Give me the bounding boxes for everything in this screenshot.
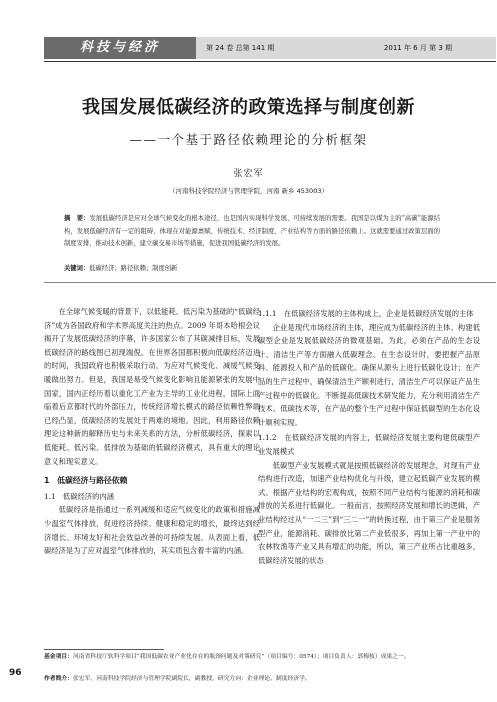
keywords-text: 低碳经济；路径依赖；制度创新 bbox=[89, 265, 178, 272]
fund-footnote bbox=[44, 652, 480, 663]
abstract-text: 发展低碳经济是应对全球气候变化的根本途径，也是国内实现科学发展、可持续发展的需要。我国是以煤为主的“高碳”能源结构，发展低碳经济有一定的阻碍，体现在对能源禀赋、传统技术、经济制度、产业结构等方面的路径依赖上。这就需要通过政策层面的制度安排，推动技术创新，建立碳交易市场等措施，促进我国低碳经济的发展。 bbox=[64, 215, 440, 247]
footnote-rule bbox=[44, 649, 164, 650]
body-paragraph: 低碳经济是指通过一系列减缓和适应气候变化的政策和措施减少温室气体排放，促进经济持续、健康和稳定的增长，最终达到经济增长、环境友好和社会效益改善的可持续发展。从表面上看，低碳经济是为了应对温室气体排放的，其实质包含着丰富的内涵。 bbox=[44, 505, 260, 556]
volume-issue: 第 24 卷 总第 141 期 bbox=[206, 44, 275, 52]
author-footnote bbox=[44, 674, 480, 685]
article-title: 我国发展低碳经济的政策选择与制度创新 bbox=[82, 97, 415, 118]
body-paragraph: 在全球气候变暖的背景下，以低能耗、低污染为基础的“低碳经济”成为各国政府和学术界高度关注的热点。2009 年哥本哈根会议揭开了发展低碳经济的序幕，许多国家公布了其碳减排目标，发展低碳经济的路线图已初现端倪。在世界各国都积极向低碳经济迈进的时间，我国政府也积极采取行动，为应对气候变化、减缓气候变暖做出努力。但是，我国是易受气候变化影响且能源紧张的发展中国家，国内正经历着以重化工产业为主导的工业化进程，国际上面临着后京都时代的外部压力，传统经济增长模式的路径依赖性弊端已经凸显，低碳经济的发展处于两难的境地。因此，利用路径依赖理论这种新的解释历史与未来关系的方法，分析低碳经济，探索以低能耗、低污染、低排放为基础的低碳经济模式，具有重大的理论意义和现实意义。 bbox=[44, 307, 260, 466]
fund-label: 基金项目： bbox=[44, 654, 73, 660]
abstract-rule bbox=[44, 282, 496, 283]
abstract-label: 摘 要： bbox=[64, 215, 90, 222]
header-rule bbox=[44, 61, 496, 62]
article-author: 张宏军 bbox=[233, 169, 264, 179]
subsection-heading: 1.1.1 在低碳经济发展的主体构成上，企业是低碳经济发展的主体 bbox=[258, 309, 474, 318]
body-paragraph: 低碳型产业发展模式就是按照低碳经济的发展理念，对现有产业结构进行改造，加速产业结构优化与升级，建立起低碳产业发展的模式。根据产业结构的宏观构成，按照不同产业结构与能源的消耗和碳排放的关系进行低碳化。一般而言，按照经济发展和增长的逻辑，产业结构经过从“一二三”到“三二一”的转换过程，由于第三产业是服务型产业，能源消耗、碳排放比第二产业低很多，再加上第一产业中的农林牧渔等产业又具有增汇的功能，所以，第三产业所占比重越多，低碳经济发展的状态 bbox=[258, 460, 480, 565]
journal-logo: 科技与经济 bbox=[44, 37, 196, 59]
date-issue: 2011 年 6 月 第 3 期 bbox=[383, 44, 452, 52]
subsection-heading: 1.1 低碳经济的内涵 bbox=[44, 491, 114, 501]
subsection-heading: 1.1.2 在低碳经济发展的内容上，低碳经济发展主要构建低碳型产业发展模式 bbox=[258, 433, 480, 456]
author-bio-text: 张宏军，河南科技学院经济与管理学院副院长，副教授，研究方向：企业理论、制度经济学。 bbox=[73, 676, 311, 682]
body-column-left bbox=[44, 305, 260, 558]
issue-strip bbox=[196, 37, 496, 59]
body-column-right bbox=[258, 305, 480, 567]
author-affiliation: （河南科技学院经济与管理学院，河南 新乡 453003） bbox=[169, 187, 328, 195]
article-subtitle: ——一个基于路径依赖理论的分析框架 bbox=[129, 132, 368, 147]
keywords-label: 关键词： bbox=[64, 265, 90, 272]
body-paragraph: 企业是现代市场经济的主体，理应成为低碳经济的主体。构建低碳型企业是发展低碳经济的微观基础。为此，必须在产品的生态设计、清洁生产等方面融入低碳理念。在生态设计时，要把握产品原料、能源投入和产品的低碳化、确保从源头上进行低碳化设计；在产品的生产过程中，确保清洁生产顺利进行，清洁生产可以保证产品生产过程中的低碳化。不断提高低碳技术研发能力，充分利用清洁生产技术、低碳技术等，在产品的整个生产过程中保证低碳型的生态化设计顺利实现。 bbox=[258, 322, 480, 427]
author-bio-label: 作者简介： bbox=[44, 676, 73, 682]
section-heading: 1 低碳经济与路径依赖 bbox=[44, 476, 128, 486]
fund-text: 河南省科技厅软科学项目“我国低碳农业产业化存在的瓶颈问题及对策研究”（项目编号：0574）；项目负责人：郭梅枝）成果之一。 bbox=[73, 654, 410, 660]
page-number: 96 bbox=[9, 668, 22, 678]
abstract bbox=[64, 213, 440, 251]
keywords bbox=[64, 263, 440, 276]
